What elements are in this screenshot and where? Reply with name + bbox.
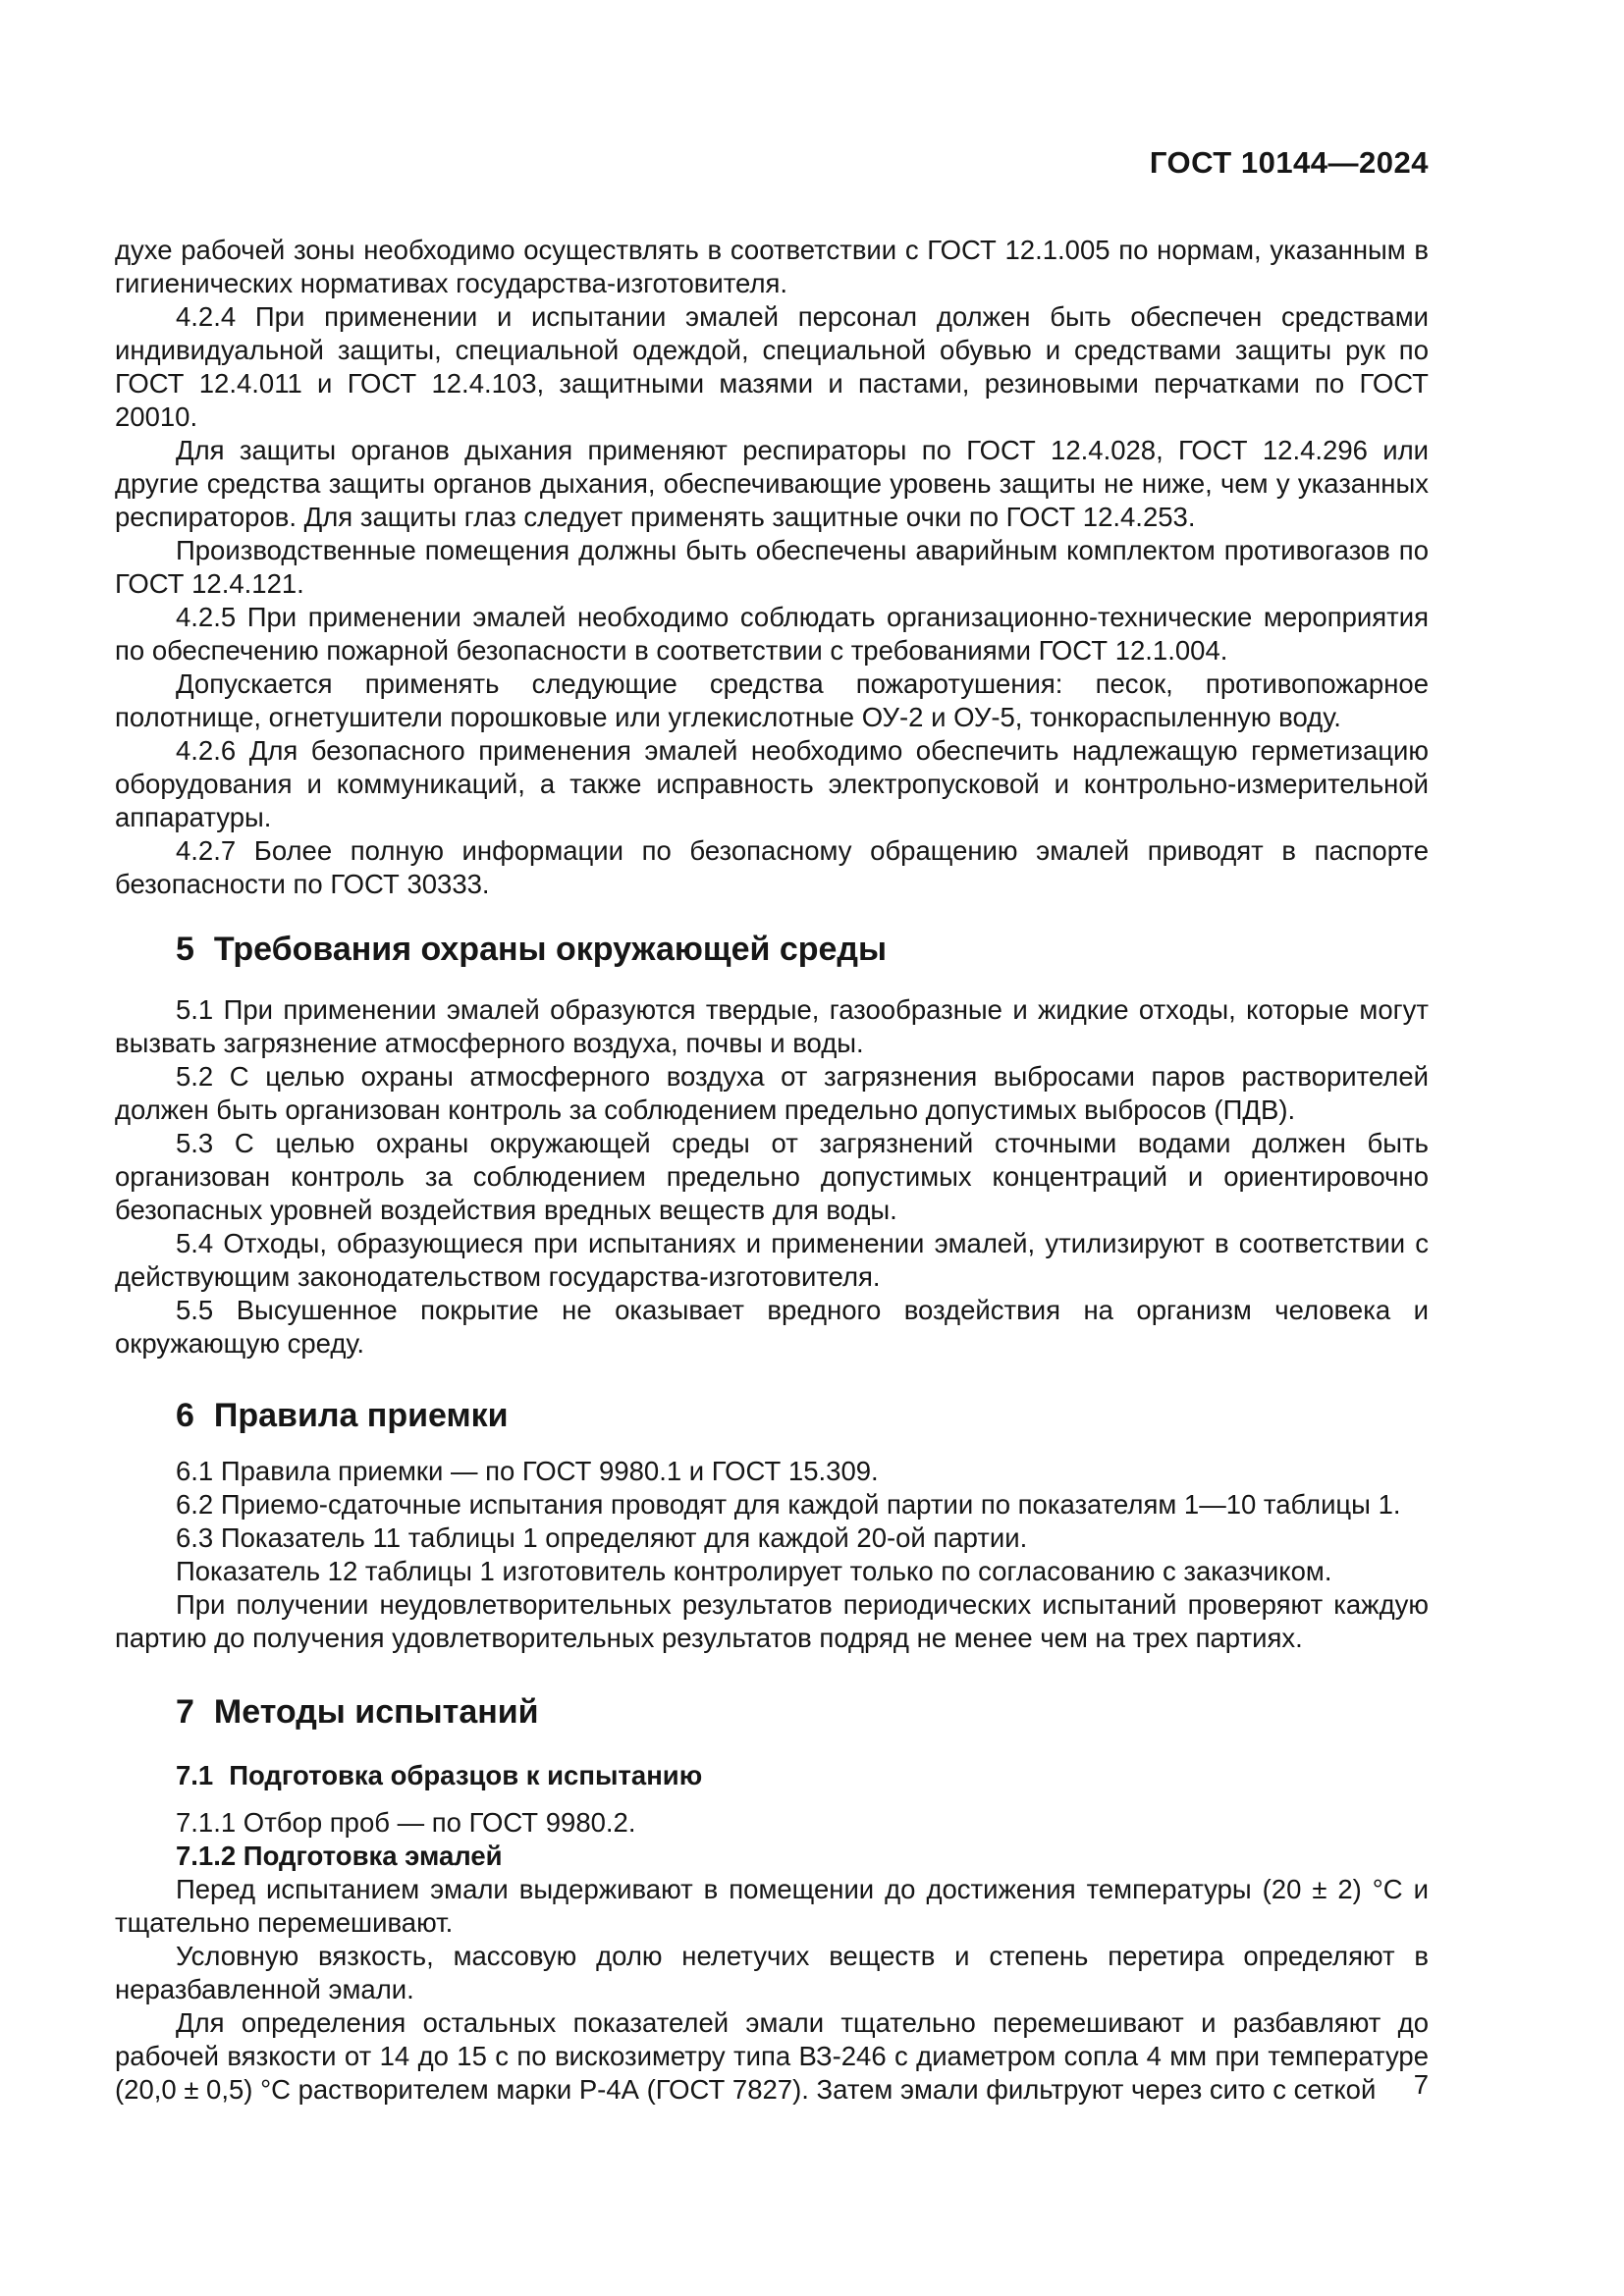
para-5-5: 5.5 Высушенное покрытие не оказывает вредного воздействия на организм человека и окружающую среду. bbox=[115, 1295, 1429, 1359]
subsection-7-1-heading bbox=[115, 1759, 1429, 1792]
section-5-number: 5 bbox=[176, 931, 194, 968]
para-5-3: 5.3 С целью охраны окружающей среды от загрязнений сточными водами должен быть организован контроль за соблюдением предельно допустимых концентраций и ориентировочно безопасных уровней воздействия вредных веществ для воды. bbox=[115, 1128, 1429, 1225]
para-6-2: 6.2 Приемо-сдаточные испытания проводят для каждой партии по показателям 1—10 таблицы 1. bbox=[176, 1489, 1401, 1520]
para-5-2: 5.2 С целью охраны атмосферного воздуха от загрязнения выбросами паров растворителей должен быть организован контроль за соблюдением предельно допустимых выбросов (ПДВ). bbox=[115, 1061, 1429, 1125]
section-6-heading bbox=[115, 1394, 1429, 1437]
section-7-heading bbox=[115, 1690, 1429, 1734]
para-4-2-6: 4.2.6 Для безопасного применения эмалей необходимо обеспечить надлежащую герметизацию оборудования и коммуникаций, а также исправность электропусковой и контрольно-измерительной аппаратуры. bbox=[115, 735, 1429, 832]
para-4-2-5: 4.2.5 При применении эмалей необходимо соблюдать организационно-технические мероприятия по обеспечению пожарной безопасности в соответствии с требованиями ГОСТ 12.1.004. bbox=[115, 602, 1429, 666]
section-7-title: Методы испытаний bbox=[213, 1693, 539, 1731]
document-code: ГОСТ 10144—2024 bbox=[1149, 145, 1429, 180]
para-4-2-7: 4.2.7 Более полную информации по безопасному обращению эмалей приводят в паспорте безопасности по ГОСТ 30333. bbox=[115, 835, 1429, 899]
para-4-2-4: 4.2.4 При применении и испытании эмалей персонал должен быть обеспечен средствами индивидуальной защиты, специальной одеждой, специальной обувью и средствами защиты рук по ГОСТ 12.4.011 и ГОСТ 12.4.103, защитными мазями и пастами, резиновыми перчатками по ГОСТ 20010. bbox=[115, 301, 1429, 432]
subsection-7-1-number: 7.1 bbox=[176, 1760, 214, 1790]
para-continuation: духе рабочей зоны необходимо осуществлять в соответствии с ГОСТ 12.1.005 по нормам, указанным в гигиенических нормативах государства-изготовителя. bbox=[115, 235, 1429, 298]
para-production-rooms: Производственные помещения должны быть обеспечены аварийным комплектом противогазов по ГОСТ 12.4.121. bbox=[115, 535, 1429, 599]
para-temperature-conditioning: Перед испытанием эмали выдерживают в помещении до достижения температуры (20 ± 2) °С и тщательно перемешивают. bbox=[115, 1874, 1429, 1938]
para-7-1-2-heading: 7.1.2 Подготовка эмалей bbox=[176, 1841, 503, 1871]
para-5-4: 5.4 Отходы, образующиеся при испытаниях и применении эмалей, утилизируют в соответствии с действующим законодательством государства-изготовителя. bbox=[115, 1228, 1429, 1292]
section-5-title: Требования охраны окружающей среды bbox=[213, 931, 888, 968]
subsection-7-1-title: Подготовка образцов к испытанию bbox=[229, 1760, 703, 1790]
page-content bbox=[115, 234, 1429, 2107]
para-respiratory-protection: Для защиты органов дыхания применяют респираторы по ГОСТ 12.4.028, ГОСТ 12.4.296 или другие средства защиты органов дыхания, обеспечивающие уровень защиты не ниже, чем у указанных респираторов. Для защиты глаз следует применять защитные очки по ГОСТ 12.4.253. bbox=[115, 435, 1429, 532]
para-6-3: 6.3 Показатель 11 таблицы 1 определяют для каждой 20-ой партии. bbox=[176, 1522, 1028, 1553]
section-6-title: Правила приемки bbox=[213, 1397, 509, 1434]
para-6-1: 6.1 Правила приемки — по ГОСТ 9980.1 и ГОСТ 15.309. bbox=[176, 1456, 879, 1486]
para-indicator-12: Показатель 12 таблицы 1 изготовитель контролирует только по согласованию с заказчиком. bbox=[176, 1556, 1332, 1586]
section-6-number: 6 bbox=[176, 1397, 194, 1434]
para-unsatisfactory-results: При получении неудовлетворительных результатов периодических испытаний проверяют каждую партию до получения удовлетворительных результатов подряд не менее чем на трех партиях. bbox=[115, 1589, 1429, 1653]
section-5-heading bbox=[115, 928, 1429, 971]
para-7-1-1: 7.1.1 Отбор проб — по ГОСТ 9980.2. bbox=[176, 1807, 636, 1838]
para-5-1: 5.1 При применении эмалей образуются твердые, газообразные и жидкие отходы, которые могут вызвать загрязнение атмосферного воздуха, почвы и воды. bbox=[115, 994, 1429, 1058]
para-undiluted-enamel: Условную вязкость, массовую долю нелетучих веществ и степень перетира определяют в неразбавленной эмали. bbox=[115, 1941, 1429, 2004]
section-7-number: 7 bbox=[176, 1693, 194, 1731]
para-viscosity-dilution: Для определения остальных показателей эмали тщательно перемешивают и разбавляют до рабочей вязкости от 14 до 15 с по вискозиметру типа ВЗ-246 с диаметром сопла 4 мм при температуре (20,0 ± 0,5) °С растворителем марки Р-4А (ГОСТ 7827). Затем эмали фильтруют через сито с сеткой bbox=[115, 2007, 1429, 2105]
para-fire-extinguishing: Допускается применять следующие средства пожаротушения: песок, противопожарное полотнище, огнетушители порошковые или углекислотные ОУ-2 и ОУ-5, тонкораспыленную воду. bbox=[115, 668, 1429, 732]
page-number: 7 bbox=[1413, 2069, 1429, 2100]
